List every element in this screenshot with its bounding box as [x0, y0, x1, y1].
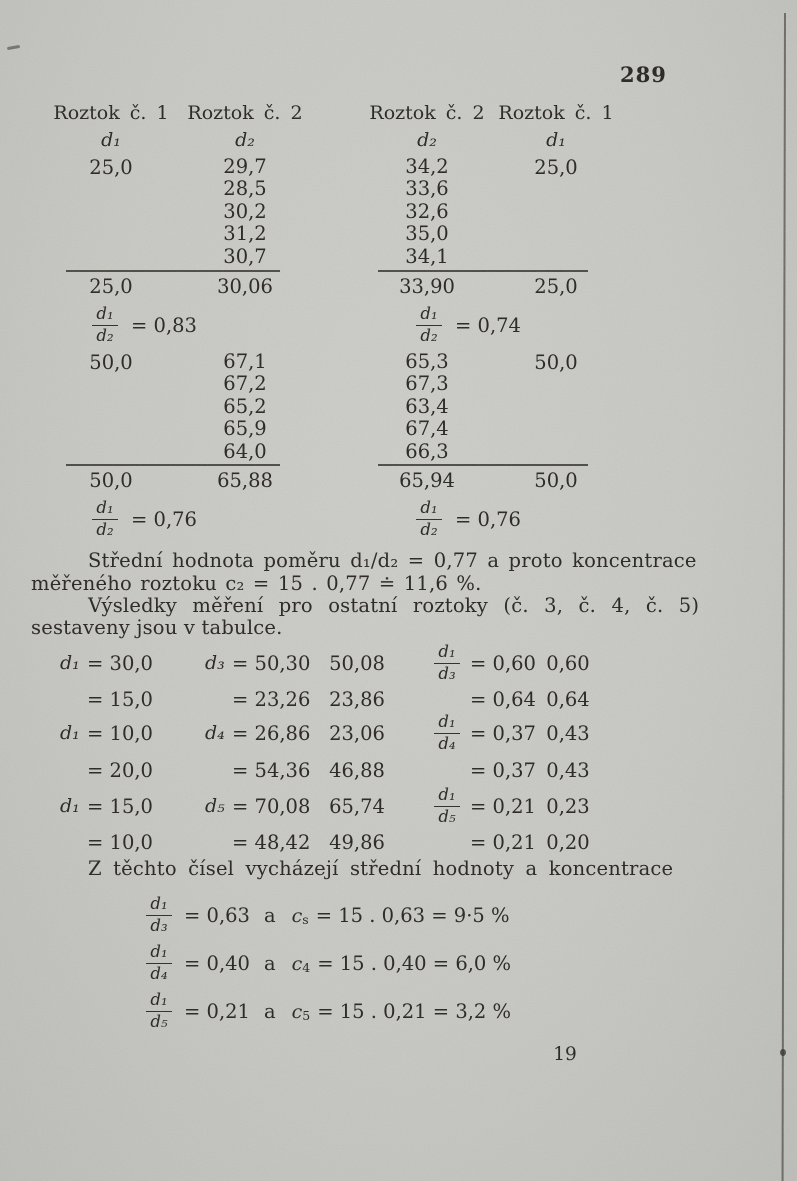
ratio-value: = 0,63	[184, 903, 250, 927]
table-row	[60, 684, 640, 714]
ratio-value: = 0,76	[455, 507, 521, 531]
left-table-col1-header: Roztok č. 1	[53, 102, 169, 124]
ratio-value: 0,20	[546, 830, 590, 854]
fraction	[142, 895, 176, 936]
concentration-equation: c $_4$ = 15 . 0,40 = 6,0 %	[291, 951, 512, 975]
table-value: 67,2	[223, 372, 267, 396]
table-value: 65,2	[223, 394, 267, 418]
c-symbol: c	[291, 904, 303, 927]
table-value: = 48,42	[232, 830, 311, 854]
table-sum: 30,06	[217, 275, 273, 298]
table-value: 65,3	[405, 350, 449, 373]
sum-rule	[66, 270, 280, 272]
fraction-numerator: d₁	[416, 305, 441, 326]
fraction	[142, 943, 176, 984]
ratio-value: = 0,83	[131, 313, 197, 337]
table-row	[60, 641, 640, 683]
ratio-value: = 0,37	[470, 758, 536, 782]
paragraph-line: Střední hodnota poměru d₁/d₂ = 0,77 a proto koncentrace	[88, 549, 697, 572]
right-table-col1-symbol: d₂	[417, 129, 437, 151]
left-table-col1-symbol: d₁	[101, 129, 121, 151]
paragraph-line: Z těchto čísel vycházejí střední hodnoty a koncentrace	[88, 857, 674, 880]
table-value: 65,74	[329, 794, 385, 818]
conjunction: a	[263, 951, 276, 975]
table-row	[60, 786, 640, 826]
table-sum: 25,0	[534, 275, 578, 298]
table-sum: 65,94	[399, 469, 455, 492]
fraction-denominator: d₂	[96, 326, 114, 345]
concentration-equation: c $_5$ = 15 . 0,21 = 3,2 %	[291, 999, 512, 1023]
fraction-numerator: d₁	[434, 643, 459, 664]
ratio-equation	[88, 301, 197, 349]
fraction-numerator: d₁	[434, 713, 459, 734]
table-value: 34,1	[405, 244, 449, 268]
ratio-value: = 0,37	[470, 721, 536, 745]
table-value: = 30,0	[87, 651, 153, 675]
table-value: 35,0	[405, 222, 449, 246]
table-value: 23,06	[329, 721, 385, 745]
table-value: 29,7	[223, 155, 267, 178]
table-sum: 33,90	[399, 275, 455, 298]
ratio-value: = 0,74	[455, 313, 521, 337]
left-table-block1-values	[186, 156, 304, 268]
table-value: = 50,30	[232, 651, 311, 675]
table-value: 65,9	[223, 417, 267, 441]
table-row	[60, 826, 640, 858]
ratio-value: = 0,40	[184, 951, 250, 975]
concentration-equation: c $_s$ = 15 . 0,63 = 9·5 %	[291, 903, 510, 927]
fraction-denominator: d₂	[420, 520, 438, 539]
scan-speck	[780, 1049, 786, 1056]
table-value: = 15,0	[87, 687, 153, 711]
conjunction: a	[263, 903, 276, 927]
table-value: = 26,86	[232, 721, 311, 745]
table-value: 23,86	[329, 687, 385, 711]
page-number: 289	[620, 62, 667, 87]
fraction	[142, 991, 176, 1032]
ratio-equation	[88, 495, 197, 543]
fraction-denominator: d₅	[438, 807, 456, 826]
table-value: 67,4	[405, 417, 449, 441]
table-value: = 20,0	[87, 758, 153, 782]
ratio-value: 0,64	[546, 687, 590, 711]
fraction	[430, 713, 464, 754]
table-value: 30,2	[223, 199, 267, 223]
footer-signature-number: 19	[553, 1044, 577, 1065]
fraction	[412, 305, 446, 346]
paragraph-line: měřeného roztoku c₂ = 15 . 0,77 ≐ 11,6 %.	[31, 572, 482, 595]
table-value: 49,86	[329, 830, 385, 854]
ratio-value: = 0,21	[470, 830, 536, 854]
table-value: 32,6	[405, 199, 449, 223]
ratio-value: = 0,76	[131, 507, 197, 531]
table-value: 50,08	[329, 651, 385, 675]
left-table-col2-header: Roztok č. 2	[187, 102, 303, 124]
fraction-numerator: d₁	[146, 991, 171, 1012]
table-value: = 15,0	[87, 794, 153, 818]
fraction	[412, 499, 446, 540]
fraction	[430, 643, 464, 684]
table-sum: 50,0	[534, 469, 578, 492]
table-sum: 65,88	[217, 469, 273, 492]
ratio-value: 0,60	[546, 651, 590, 675]
fraction-denominator: d₂	[96, 520, 114, 539]
ratio-value: 0,43	[546, 758, 590, 782]
right-table-block1-values	[366, 156, 488, 268]
sum-rule	[378, 464, 588, 466]
fraction-denominator: d₄	[438, 734, 456, 753]
scan-speck	[7, 45, 20, 50]
ratio-value: = 0,21	[470, 794, 536, 818]
fraction	[88, 499, 122, 540]
d-symbol: d₅	[205, 795, 225, 817]
table-value: 67,1	[223, 350, 267, 373]
table-sum: 50,0	[89, 469, 133, 492]
paragraph-line: sestaveny jsou v tabulce.	[31, 616, 283, 639]
table-value: 34,2	[405, 155, 449, 178]
conclusion-formula	[142, 985, 511, 1037]
d-symbol: d₄	[205, 722, 225, 744]
sum-rule	[66, 464, 280, 466]
fraction-numerator: d₁	[416, 499, 441, 520]
fraction-numerator: d₁	[146, 943, 171, 964]
fraction-denominator: d₅	[150, 1012, 168, 1031]
d-symbol: d₃	[205, 652, 225, 674]
ratio-value: = 0,60	[470, 651, 536, 675]
table-value: = 10,0	[87, 830, 153, 854]
ratio-value: 0,23	[546, 794, 590, 818]
left-table-col2-symbol: d₂	[235, 129, 255, 151]
table-row	[60, 754, 640, 786]
fraction-denominator: d₂	[420, 326, 438, 345]
ratio-equation	[412, 301, 521, 349]
table-value: 46,88	[329, 758, 385, 782]
sum-rule	[378, 270, 588, 272]
fraction-numerator: d₁	[146, 895, 171, 916]
table-value: = 10,0	[87, 721, 153, 745]
conjunction: a	[263, 999, 276, 1023]
table-value: 64,0	[223, 439, 267, 463]
table-value: 25,0	[89, 156, 133, 179]
table-value: 28,5	[223, 177, 267, 201]
d-symbol: d₁	[60, 652, 80, 674]
right-table-block2-values	[366, 351, 488, 463]
right-table-col2-header: Roztok č. 1	[498, 102, 614, 124]
table-value: 25,0	[534, 156, 578, 179]
table-value: 30,7	[223, 244, 267, 268]
page-edge-line	[782, 13, 786, 1181]
right-table-col1-header: Roztok č. 2	[369, 102, 485, 124]
concentration-value: = 15 . 0,63 = 9·5 %	[315, 903, 510, 927]
concentration-value: = 15 . 0,21 = 3,2 %	[317, 999, 512, 1023]
fraction-numerator: d₁	[92, 305, 117, 326]
fraction	[88, 305, 122, 346]
right-table-col2-symbol: d₁	[546, 129, 566, 151]
c-symbol: c	[291, 1000, 303, 1023]
conclusion-formula	[142, 937, 511, 989]
fraction-denominator: d₃	[150, 916, 168, 935]
table-value: 63,4	[405, 394, 449, 418]
ratio-equation	[412, 495, 521, 543]
concentration-value: = 15 . 0,40 = 6,0 %	[317, 951, 512, 975]
table-value: 31,2	[223, 222, 267, 246]
left-table-block2-values	[186, 351, 304, 463]
table-value: = 70,08	[232, 794, 311, 818]
c-symbol: c	[291, 952, 303, 975]
fraction-denominator: d₄	[150, 964, 168, 983]
ratio-value: 0,43	[546, 721, 590, 745]
table-sum: 25,0	[89, 275, 133, 298]
table-value: 66,3	[405, 439, 449, 463]
table-value: 50,0	[89, 351, 133, 374]
table-row	[60, 711, 640, 753]
table-value: = 23,26	[232, 687, 311, 711]
conclusion-formula	[142, 889, 510, 941]
fraction	[430, 786, 464, 827]
d-symbol: d₁	[60, 795, 80, 817]
d-symbol: d₁	[60, 722, 80, 744]
ratio-value: = 0,64	[470, 687, 536, 711]
table-value: 33,6	[405, 177, 449, 201]
table-value: = 54,36	[232, 758, 311, 782]
ratio-value: = 0,21	[184, 999, 250, 1023]
fraction-numerator: d₁	[434, 786, 459, 807]
paragraph-line: Výsledky měření pro ostatní roztoky (č. 3, č. 4, č. 5)	[88, 594, 700, 617]
fraction-denominator: d₃	[438, 664, 456, 683]
fraction-numerator: d₁	[92, 499, 117, 520]
table-value: 67,3	[405, 372, 449, 396]
table-value: 50,0	[534, 351, 578, 374]
